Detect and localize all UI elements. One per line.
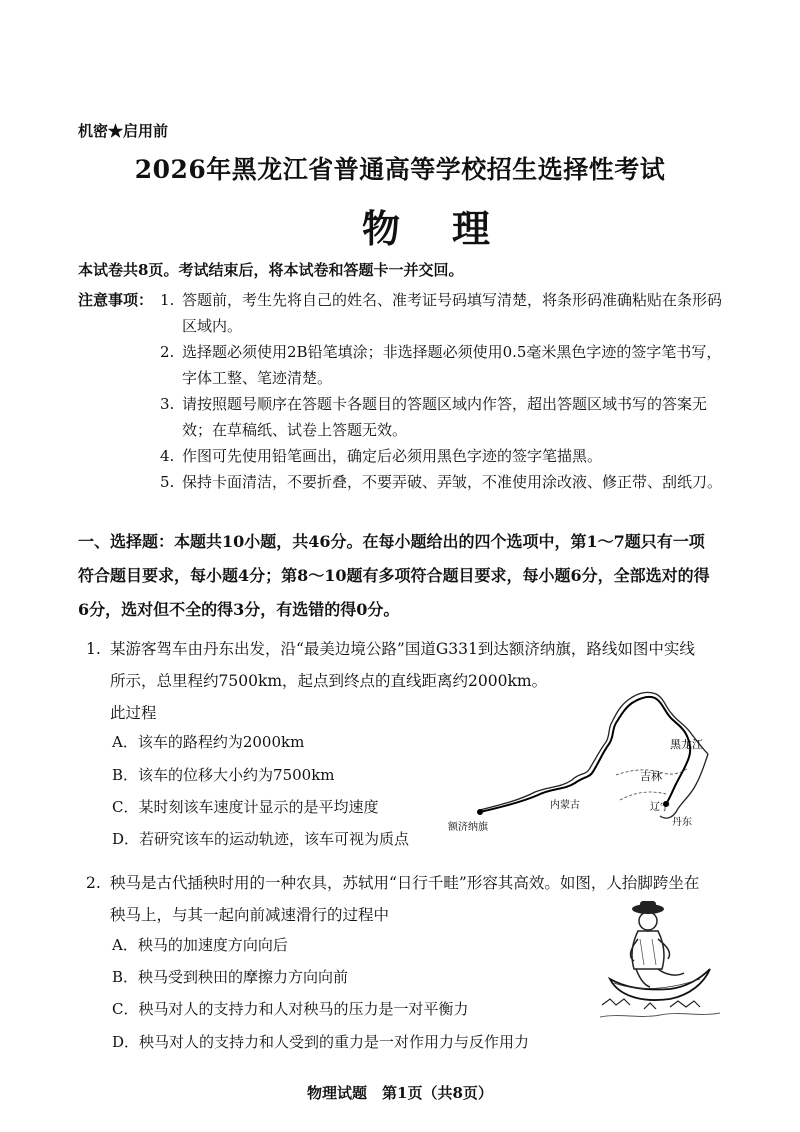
note-number: 3.	[160, 395, 175, 413]
option-b: B．秧马受到秧田的摩擦力方向向前	[112, 968, 349, 986]
note-number: 5.	[160, 473, 175, 491]
note-item	[160, 339, 722, 387]
page-footer: 物理试题 第1页（共8页）	[307, 1084, 493, 1102]
note-number: 2.	[160, 343, 175, 361]
question-stem-cont: 此过程	[110, 704, 157, 722]
route-line	[480, 697, 690, 812]
note-text: 保持卡面清洁，不要折叠，不要弄破、弄皱，不准使用涂改液、修正带、刮纸刀。	[182, 473, 723, 491]
option-c: C．某时刻该车速度计显示的是平均速度	[112, 798, 379, 816]
option-d: D．若研究该车的运动轨迹，该车可视为质点	[112, 830, 410, 848]
route-map-figure	[440, 680, 730, 850]
ejina-point	[477, 809, 483, 815]
head	[639, 912, 657, 930]
note-item	[160, 391, 720, 439]
map-border	[480, 692, 708, 810]
note-number: 4.	[160, 447, 175, 465]
option-a: A．该车的路程约为2000km	[112, 733, 305, 751]
label-jilin: 吉林	[640, 770, 662, 783]
exam-title: 2026年黑龙江省普通高等学校招生选择性考试	[134, 155, 666, 184]
option-b: B．该车的位移大小约为7500km	[112, 766, 335, 784]
question-stem: 秧马是古代插秧时用的一种农具，苏轼用“日行千畦”形容其高效。如图，人抬脚跨坐在秧马上，与其一起向前减速滑行的过程中	[110, 874, 700, 924]
option-a: A．秧马的加速度方向向后	[112, 936, 288, 954]
note-item	[160, 287, 723, 335]
exam-intro: 本试卷共8页。考试结束后，将本试卷和答题卡一并交回。	[78, 261, 464, 279]
label-heilongjiang: 黑龙江	[670, 738, 703, 751]
subject-title: 物理	[361, 206, 542, 251]
body	[632, 931, 664, 969]
note-text: 答题前，考生先将自己的姓名、准考证号码填写清楚，将条形码准确粘贴在条形码区域内。	[182, 291, 723, 335]
confidential-label: 机密★启用前	[78, 122, 169, 140]
note-text: 请按照题号顺序在答题卡各题目的答题区域内作答，超出答题区域书写的答案无效；在草稿纸、试卷上答题无效。	[182, 395, 708, 439]
option-d: D．秧马对人的支持力和人受到的重力是一对作用力与反作用力	[112, 1033, 530, 1051]
legs	[636, 969, 684, 987]
section-heading: 一、选择题：本题共10小题，共46分。在每小题给出的四个选项中，第1～7题只有一项符合题目要求，每小题4分；第8～10题有多项符合题目要求，每小题6分，全部选对的得6分，选对但不全的得3分，有选错的得0分。	[78, 532, 710, 619]
water-line	[600, 1013, 720, 1017]
label-ejina: 额济纳旗	[448, 822, 488, 833]
note-item	[160, 443, 720, 469]
yangma-boat	[610, 969, 710, 1000]
label-liaoning: 辽宁	[650, 802, 670, 813]
note-number: 1.	[160, 291, 175, 309]
question-number: 1.	[86, 640, 101, 658]
note-text: 作图可先使用铅笔画出，确定后必须用黑色字迹的签字笔描黑。	[182, 447, 603, 465]
label-neimenggu: 内蒙古	[550, 800, 580, 811]
note-item	[160, 469, 723, 495]
province-boundary	[620, 792, 666, 800]
yangma-figure	[600, 895, 720, 1025]
option-c: C．秧马对人的支持力和人对秧马的压力是一对平衡力	[112, 1000, 469, 1018]
label-dandong: 丹东	[672, 817, 692, 828]
note-text: 选择题必须使用2B铅笔填涂；非选择题必须使用0.5毫米黑色字迹的签字笔书写，字体工整、笔迹清楚。	[182, 343, 722, 387]
notes-label: 注意事项：	[78, 291, 154, 309]
question-stem: 某游客驾车由丹东出发，沿“最美边境公路”国道G331到达额济纳旗，路线如图中实线所示，总里程约7500km，起点到终点的直线距离约2000km。	[110, 640, 695, 690]
hat-top	[640, 901, 656, 909]
clothes-lines	[640, 939, 656, 965]
question-number: 2.	[86, 874, 101, 892]
